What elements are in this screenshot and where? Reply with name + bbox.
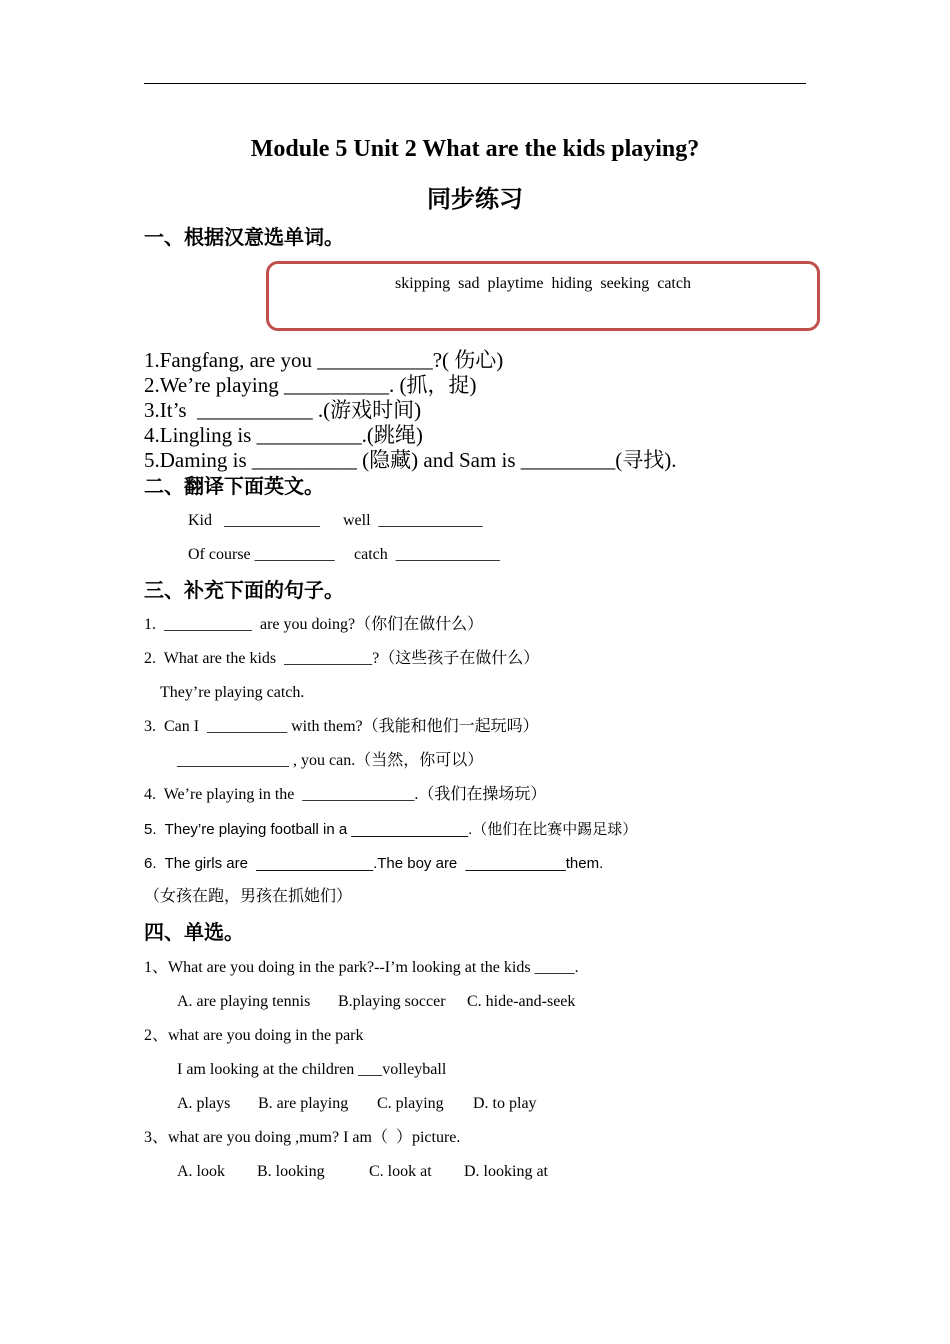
question-1: 1、What are you doing in the park?--I’m looking at the kids _____. [144, 959, 579, 976]
translate-kid: Kid ____________ [188, 512, 320, 529]
word-bank-text: skipping sad playtime hiding seeking catch [395, 275, 691, 292]
section2-heading: 二、翻译下面英文。 [144, 474, 324, 498]
q1-option-c: C. hide-and-seek [467, 993, 576, 1010]
section3-line: They’re playing catch. [160, 684, 305, 701]
q1-option-b: B.playing soccer [338, 993, 446, 1010]
q2-option-b: B. are playing [258, 1095, 349, 1112]
question-2-line2: I am looking at the children ___volleyball [177, 1061, 447, 1078]
translate-catch: catch _____________ [354, 546, 500, 563]
section3-line: 5. They’re playing football in a ______________.（他们在比赛中踢足球） [144, 821, 638, 838]
q2-option-d: D. to play [473, 1095, 537, 1112]
q3-option-c: C. look at [369, 1163, 432, 1180]
section3-line: （女孩在跑，男孩在抓她们） [144, 888, 353, 905]
word-bank-box [266, 261, 820, 331]
section3-line: 2. What are the kids ___________?（这些孩子在做什么） [144, 650, 540, 667]
section1-item: 3.It’s ___________ .(游戏时间) [144, 398, 422, 422]
page-subtitle: 同步练习 [427, 185, 523, 213]
section1-item: 2.We’re playing __________. (抓，捉) [144, 373, 477, 397]
question-2: 2、what are you doing in the park [144, 1027, 364, 1044]
header-rule [144, 83, 806, 84]
q3-option-a: A. look [177, 1163, 225, 1180]
section3-line: ______________ , you can.（当然，你可以） [177, 752, 484, 769]
section3-line: 6. The girls are ______________.The boy are ____________them. [144, 855, 604, 872]
section3-line: 4. We’re playing in the ______________.（我们在操场玩） [144, 786, 547, 803]
section3-heading: 三、补充下面的句子。 [144, 578, 344, 602]
q1-option-a: A. are playing tennis [177, 993, 311, 1010]
page-title: Module 5 Unit 2 What are the kids playing? [250, 136, 700, 162]
section3-line: 3. Can I __________ with them?（我能和他们一起玩吗） [144, 718, 539, 735]
q3-option-d: D. looking at [464, 1163, 548, 1180]
q2-option-a: A. plays [177, 1095, 231, 1112]
question-3: 3、what are you doing ,mum? I am（ ）picture. [144, 1129, 461, 1146]
section3-line: 1. ___________ are you doing?（你们在做什么） [144, 616, 484, 633]
q2-option-c: C. playing [377, 1095, 444, 1112]
section1-item: 5.Daming is __________ (隐藏) and Sam is _________(寻找). [144, 448, 677, 472]
translate-of-course: Of course __________ [188, 546, 335, 563]
translate-well: well _____________ [343, 512, 483, 529]
q3-option-b: B. looking [257, 1163, 325, 1180]
section1-item: 4.Lingling is __________.(跳绳) [144, 423, 423, 447]
section4-heading: 四、单选。 [144, 920, 244, 944]
section1-heading: 一、根据汉意选单词。 [144, 225, 344, 249]
section1-item: 1.Fangfang, are you ___________?( 伤心) [144, 348, 504, 372]
